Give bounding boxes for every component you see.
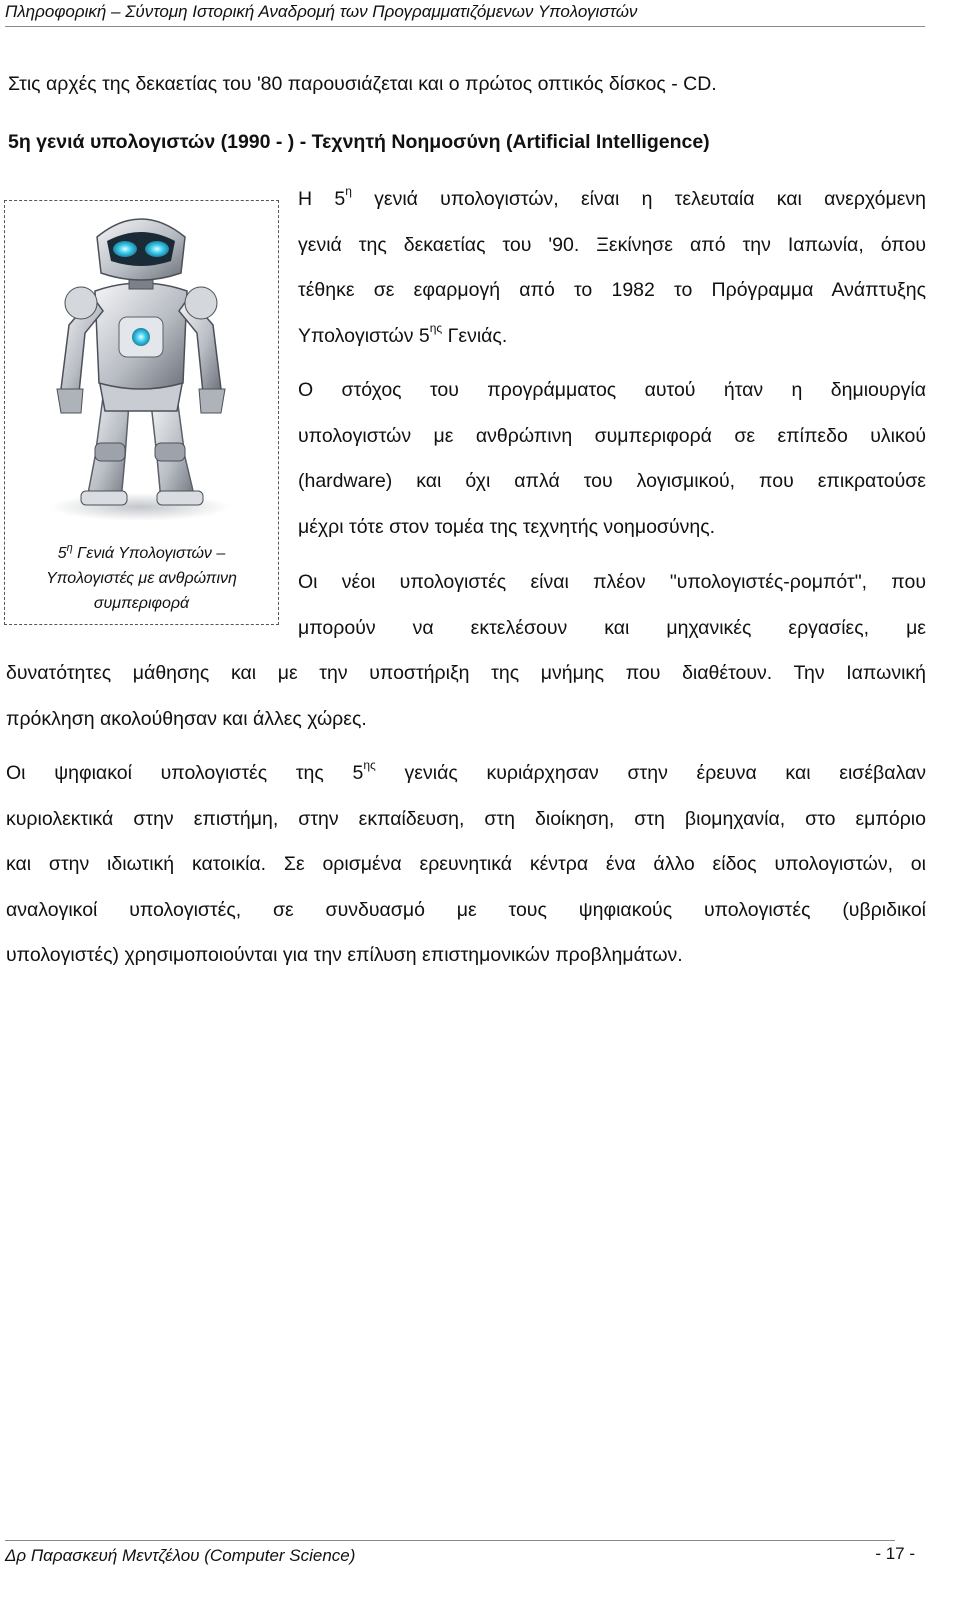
robot-figure xyxy=(4,200,279,625)
intro-line4-end: Γενιάς. xyxy=(442,324,508,347)
goal-line3: (hardware) και όχι απλά του λογισμικού, που επικρατούσε xyxy=(298,470,926,492)
paragraph-robots-continued xyxy=(6,651,926,742)
caption-line1-text: Γενιά Υπολογιστών – xyxy=(72,545,226,562)
digital-line4: αναλογικοί υπολογιστές, σε συνδυασμό με τους ψηφιακούς υπολογιστές (υβριδικοί xyxy=(6,898,926,921)
paragraph-digital xyxy=(6,751,926,979)
intro-number: Η 5 xyxy=(298,188,346,210)
intro-line4-superscript: ης xyxy=(429,320,443,335)
caption-superscript: η xyxy=(66,542,73,554)
robots-line1: Οι νέοι υπολογιστές είναι πλέον "υπολογιστές-ρομπότ", που xyxy=(298,571,926,593)
digital-line1-start: Οι ψηφιακοί υπολογιστές της 5 xyxy=(6,762,364,784)
paragraph-goal xyxy=(298,368,926,550)
footer-author: Δρ Παρασκευή Μεντζέλου (Computer Science) xyxy=(5,1546,356,1565)
robots-line3: δυνατότητες μάθησης και με την υποστήριξη της μνήμης που διαθέτουν. Την Ιαπωνική xyxy=(6,662,926,684)
robots-line2: μπορούν να εκτελέσουν και μηχανικές εργασίες, με xyxy=(298,616,926,639)
figure-caption xyxy=(5,541,278,616)
digital-line1-end: γενιάς κυριάρχησαν στην έρευνα και εισέβαλαν xyxy=(375,762,926,784)
intro-line2: γενιά της δεκαετίας του '90. Ξεκίνησε από την Ιαπωνία, όπου xyxy=(298,233,926,256)
robot-illustration xyxy=(25,207,257,527)
cd-sentence: Στις αρχές της δεκαετίας του '80 παρουσιάζεται και ο πρώτος οπτικός δίσκος - CD. xyxy=(8,73,717,95)
goal-line1: Ο στόχος του προγράμματος αυτού ήταν η δημιουργία xyxy=(298,379,926,401)
intro-line3: τέθηκε σε εφαρμογή από το 1982 το Πρόγραμμα Ανάπτυξης xyxy=(298,279,926,301)
section-heading: 5η γενιά υπολογιστών (1990 - ) - Τεχνητή Νοημοσύνη (Artificial Intelligence) xyxy=(8,131,710,153)
caption-number: 5 xyxy=(57,545,67,562)
intro-superscript: η xyxy=(345,184,352,198)
goal-line4: μέχρι τότε στον τομέα της τεχνητής νοημοσύνης. xyxy=(298,515,716,538)
caption-line3: συμπεριφορά xyxy=(93,595,190,612)
footer-divider xyxy=(5,1540,895,1541)
goal-line2: υπολογιστών με ανθρώπινη συμπεριφορά σε επίπεδο υλικού xyxy=(298,424,926,447)
intro-line4-start: Υπολογιστών 5 xyxy=(298,324,430,347)
paragraph-robots xyxy=(298,560,926,651)
digital-line3: και στην ιδιωτική κατοικία. Σε ορισμένα ερευνητικά κέντρα ένα άλλο είδος υπολογιστών, οι xyxy=(6,853,926,875)
digital-superscript: ης xyxy=(363,758,376,772)
digital-line5: υπολογιστές) χρησιμοποιούνται για την επίλυση επιστημονικών προβλημάτων. xyxy=(6,944,683,966)
digital-line2: κυριολεκτικά στην επιστήμη, στην εκπαίδευση, στη διοίκηση, στη βιομηχανία, στο εμπόριο xyxy=(6,807,926,830)
robots-line4: πρόκληση ακολούθησαν και άλλες χώρες. xyxy=(6,707,367,730)
intro-line1: γενιά υπολογιστών, είναι η τελευταία και ανερχόμενη xyxy=(351,188,926,210)
page-number: - 17 - xyxy=(875,1544,915,1563)
caption-line2: Υπολογιστές με ανθρώπινη xyxy=(46,570,237,587)
paragraph-intro xyxy=(298,177,926,359)
running-header: Πληροφορική – Σύντομη Ιστορική Αναδρομή των Προγραμματιζόμενων Υπολογιστών xyxy=(5,0,925,27)
